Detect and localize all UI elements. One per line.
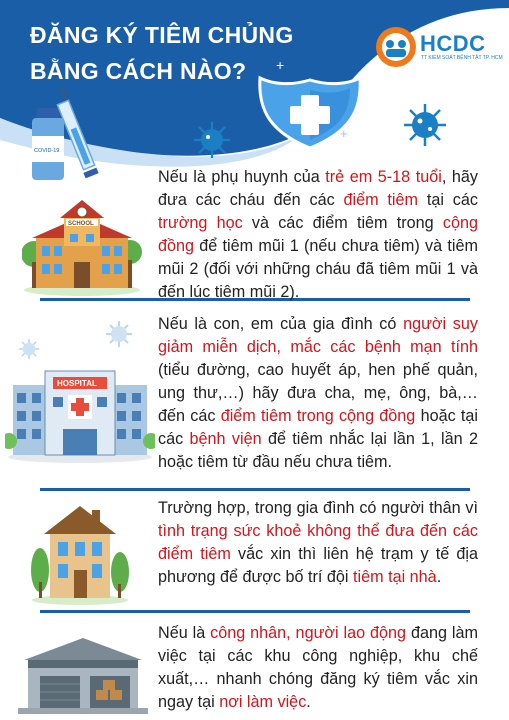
page-title-line-1: ĐĂNG KÝ TIÊM CHỦNG [30,22,294,48]
school-building-illustration [22,196,142,296]
hcdc-logo-icon [375,26,417,68]
hospital-building-illustration [5,345,155,465]
school-sign: SCHOOL [68,221,94,227]
virus-icon [404,104,446,146]
section-divider [40,610,470,613]
factory-illustration [18,630,148,715]
section-divider [40,488,470,491]
svg-text:+: + [340,126,348,141]
house-illustration [30,500,130,605]
logo-name: HCDC [420,31,486,56]
virus-icon [194,122,230,158]
section-hospital-text: Nếu là con, em của gia đình có người suy giảm miễn dịch, mắc các bệnh mạn tính (tiểu đường, cao huyết áp, hen phế quản, ung thư,…) hãy đưa cha, mẹ, ông, bà,… đến các điểm tiêm trong cộng đồng hoặc tại các bệnh viện để tiêm nhắc lại lần 1, lần 2 hoặc tiêm từ đầu nếu chưa tiêm. [158,315,479,471]
page-title-line-2: BẰNG CÁCH NÀO? [30,58,247,84]
hospital-sign: HOSPITAL [57,379,97,388]
svg-text:+: + [276,57,285,73]
logo-subtitle: TT KIỂM SOÁT BỆNH TẬT TP. HCM [421,55,503,61]
virus-icon [105,320,133,348]
virus-icon [18,338,40,360]
section-school-text: Nếu là phụ huynh của trẻ em 5-18 tuổi, hãy đưa các cháu đến các điểm tiêm tại các trường học và các điểm tiêm trong cộng đồng để tiêm mũi 1 (nếu chưa tiêm) và tiêm mũi 2 (đối với những cháu đã tiêm mũi 1 và đến lúc tiêm mũi 2). [158,168,478,301]
section-home-text: Trường hợp, trong gia đình có người thân vì tình trạng sức khoẻ không thể đưa đến các điểm tiêm vắc xin thì liên hệ trạm y tế địa phương để được bố trí đội tiêm tại nhà. [158,499,478,586]
vaccine-vial-icon [32,108,64,180]
section-workplace-text: Nếu là công nhân, người lao động đang làm việc tại các khu công nghiệp, khu chế xuất,… nhanh chóng đăng ký tiêm vắc xin ngay tại nơi làm việc. [158,624,478,711]
svg-text:COVID-19: COVID-19 [34,148,60,154]
